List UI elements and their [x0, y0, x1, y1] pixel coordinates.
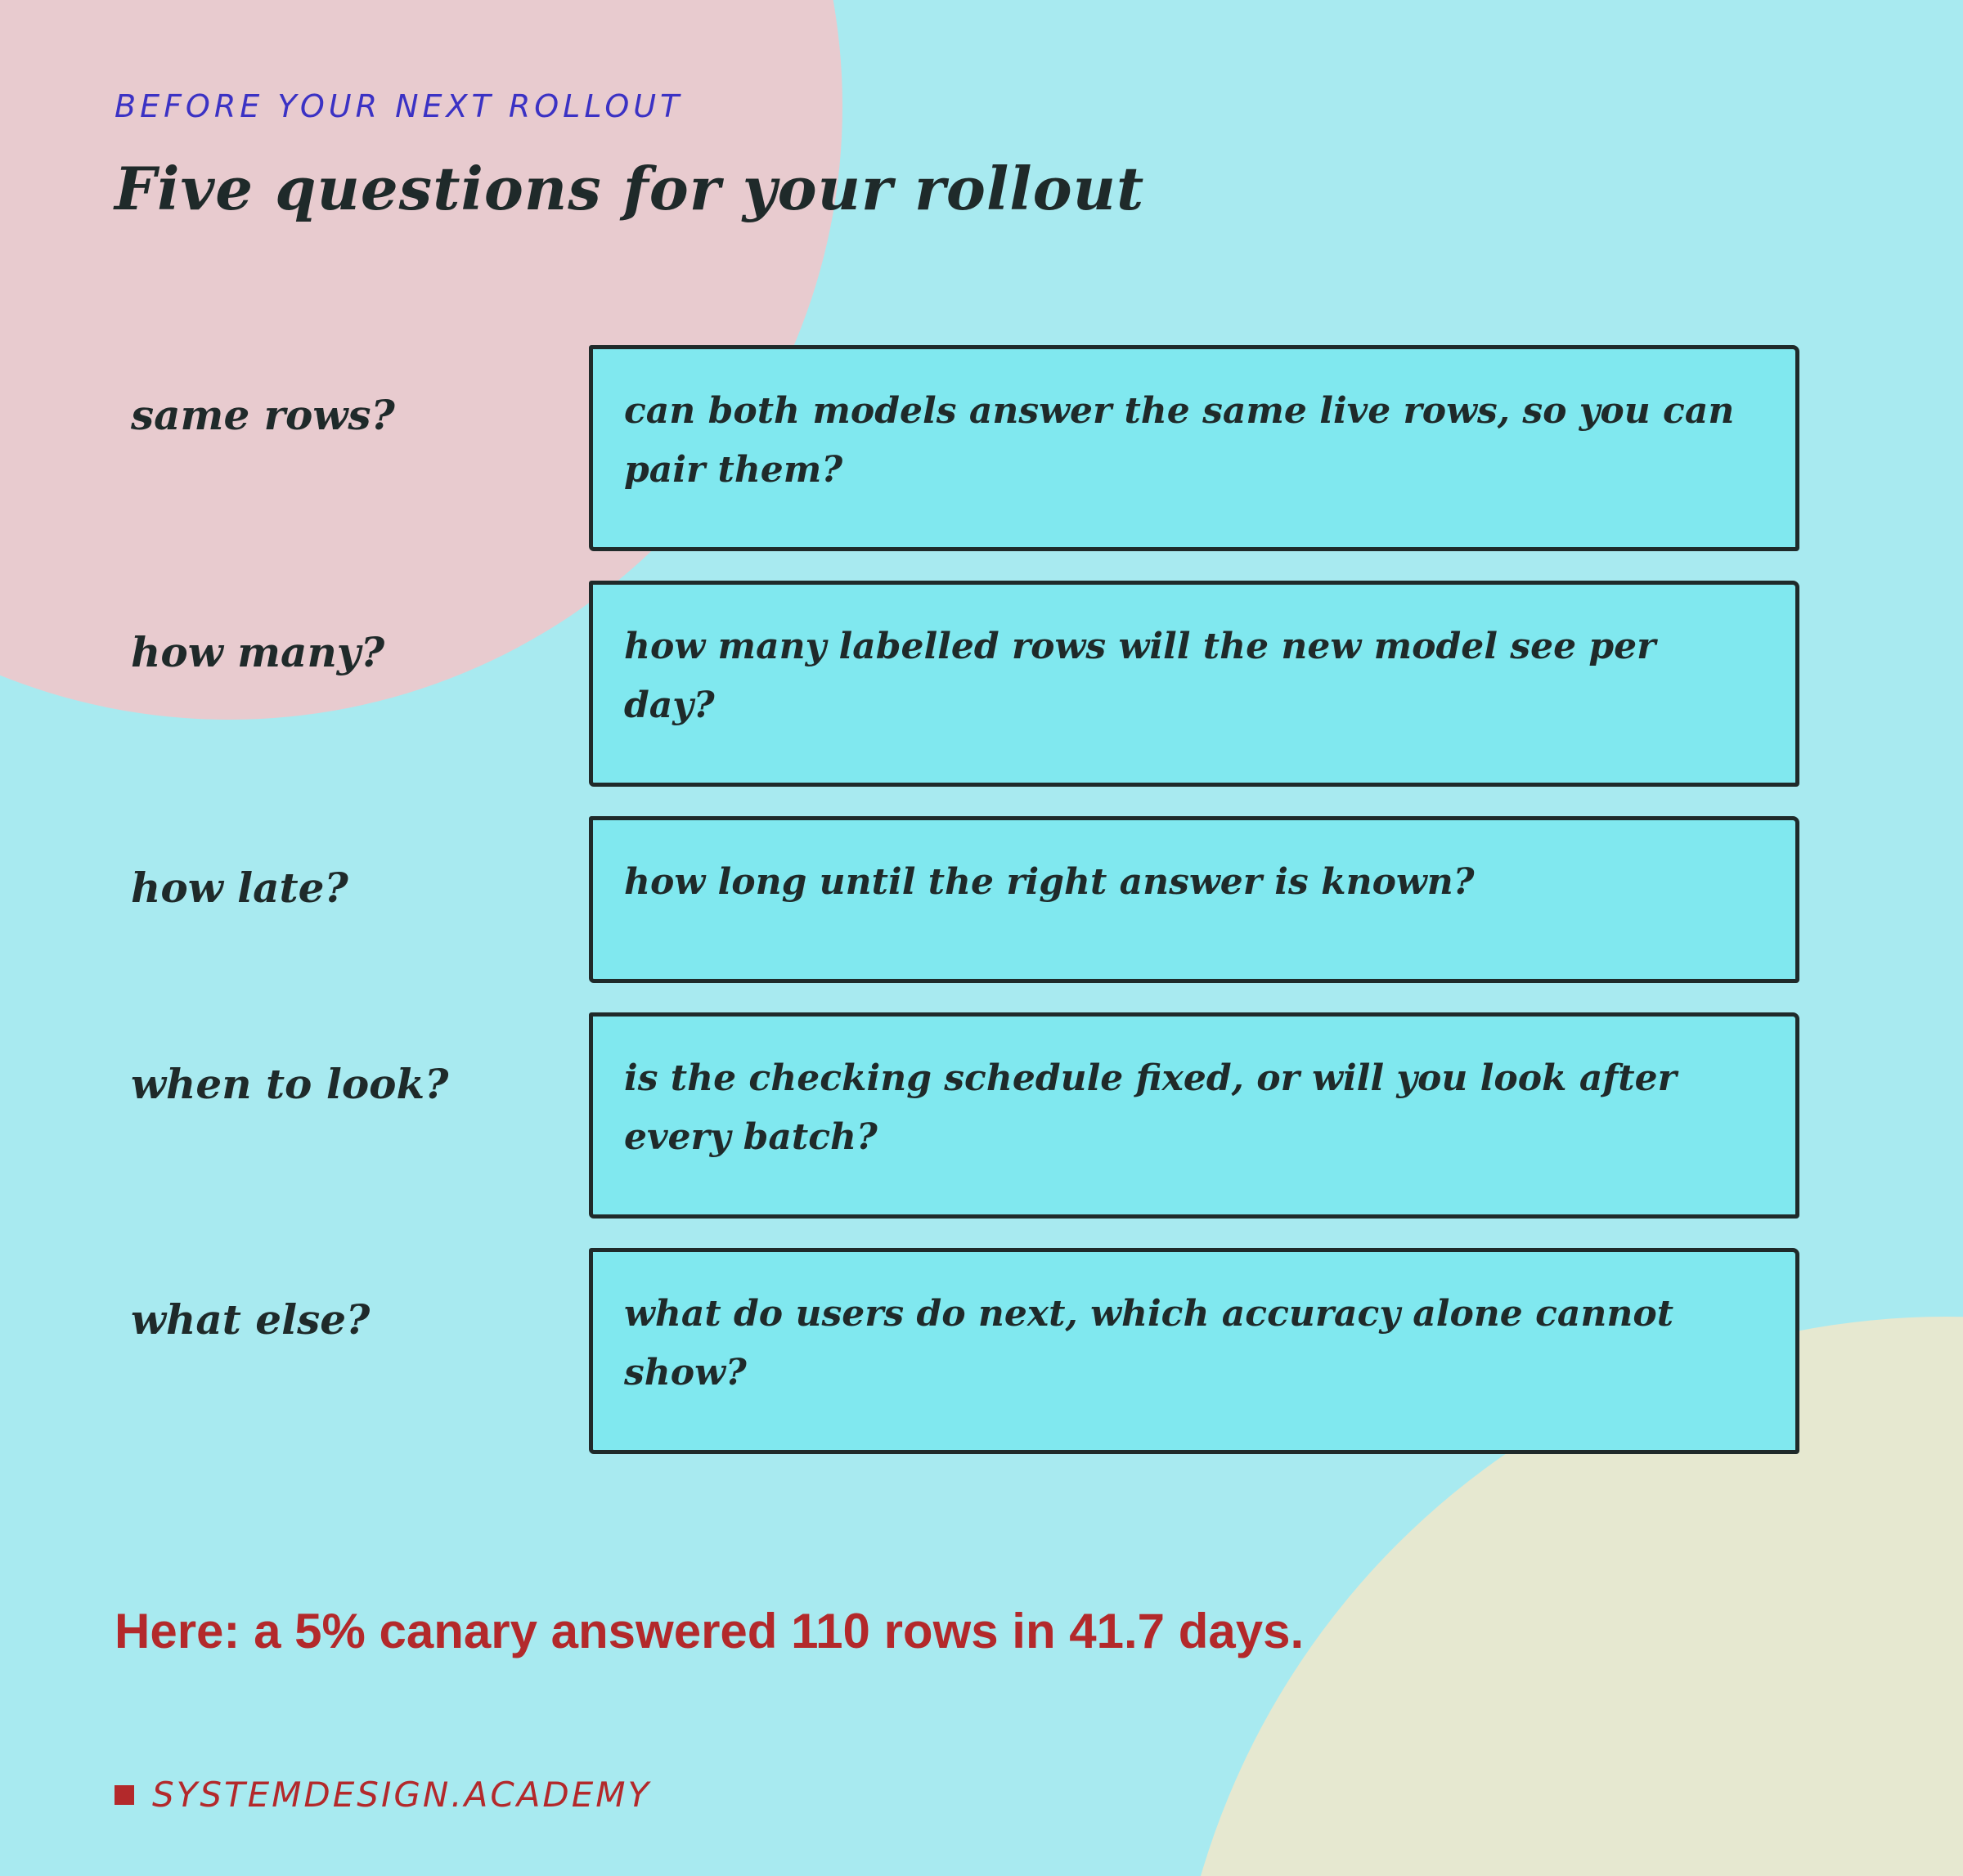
eyebrow-label: BEFORE YOUR NEXT ROLLOUT — [115, 88, 684, 124]
row-label-how-many: how many? — [131, 628, 385, 676]
row-label-how-late: how late? — [131, 864, 348, 912]
question-text: can both models answer the same live rows, so you can pair them? — [624, 390, 1735, 491]
question-text: how long until the right answer is known? — [624, 861, 1475, 903]
question-box-when-to-look — [589, 1012, 1799, 1219]
question-text: is the checking schedule fixed, or will you look after every batch? — [624, 1057, 1677, 1158]
question-text: how many labelled rows will the new model see per day? — [624, 626, 1656, 726]
footer-brand — [115, 1775, 651, 1815]
square-icon — [115, 1785, 134, 1805]
question-text: what do users do next, which accuracy alone cannot show? — [624, 1293, 1674, 1394]
question-box-what-else — [589, 1248, 1799, 1454]
callout-summary: Here: a 5% canary answered 110 rows in 41.7 days. — [115, 1604, 1305, 1658]
row-label-what-else: what else? — [131, 1295, 371, 1344]
question-box-same-rows — [589, 345, 1799, 551]
row-label-when-to-look: when to look? — [131, 1060, 449, 1108]
footer-brand-text: SYSTEMDESIGN.ACADEMY — [152, 1775, 652, 1815]
question-box-how-many — [589, 581, 1799, 787]
row-label-same-rows: same rows? — [131, 391, 395, 439]
page-title: Five questions for your rollout — [115, 154, 1145, 223]
question-box-how-late — [589, 816, 1799, 983]
